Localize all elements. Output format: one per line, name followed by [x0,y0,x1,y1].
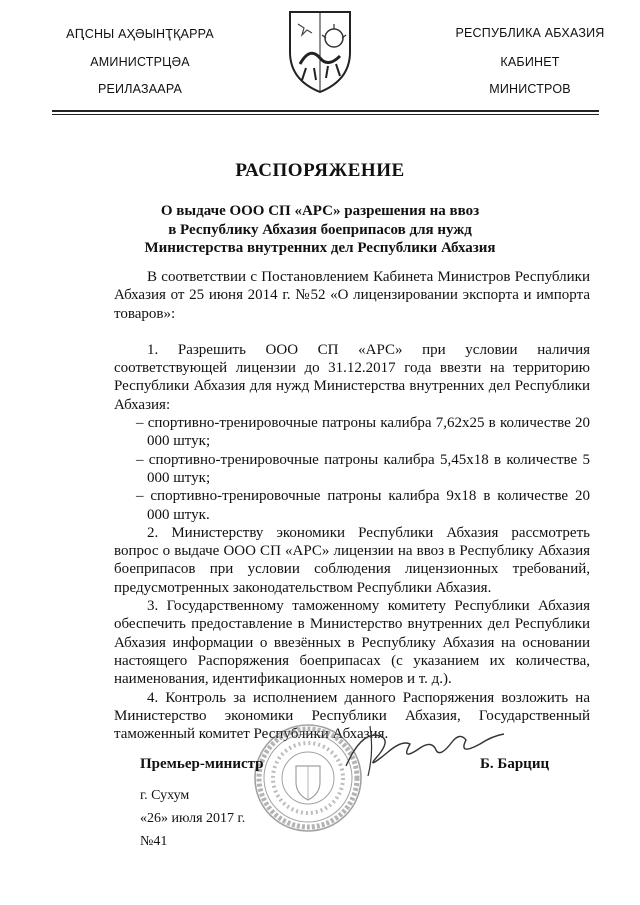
handwritten-signature-icon [340,722,510,782]
signatory-name: Б. Барциц [480,756,550,772]
item-3-paragraph: 3. Государственному таможенному комитету Республики Абхазия обеспечить предоставление в Министерство внутренних дел Республики Абхазия информации о ввезённых в Республику Абхазия на основании настоящего Распоряжения боеприпасах (с указанием их количества, наименования, идентификационных номеров и т. д.). [114,598,590,688]
header-left-line-3: РЕИЛАЗААРА [97,82,183,96]
signatory-role: Премьер-министр [140,756,264,772]
ammo-item: – спортивно-тренировочные патроны калибра 5,45x18 в количестве 5 000 штук; [136,451,590,486]
ammo-item: – спортивно-тренировочные патроны калибра 7,62x25 в количестве 20 000 штук; [136,415,590,450]
issue-city: г. Сухум [140,788,190,803]
header-divider-thin [52,114,599,115]
item-4-paragraph: 4. Контроль за исполнением данного Распоряжения возложить на Министерство экономики Республики Абхазия, Государственный таможенный комитет Республики Абхазия. [114,689,590,743]
ammo-item: – спортивно-тренировочные патроны калибра 9x18 в количестве 20 000 штук. [136,488,590,523]
coat-of-arms-icon [286,8,354,94]
header-divider [52,110,599,112]
preamble-paragraph: В соответствии с Постановлением Кабинета Министров Республики Абхазия от 25 июня 2014 г. №52 «О лицензировании экспорта и импорта товаров»: [114,269,590,322]
subject-line: в Республику Абхазия боеприпасов для нужд [168,221,472,238]
header-right-line-3: МИНИСТРОВ [489,82,571,96]
header-right-line-2: КАБИНЕТ [500,55,560,69]
subject-line: О выдаче ООО СП «АРС» разрешения на ввоз [160,203,480,219]
document-subject [100,202,540,258]
item-1-paragraph: 1. Разрешить ООО СП «АРС» при условии наличия соответствующей лицензии до 31.12.2017 года ввезти на территорию Республики Абхазия для нужд Министерства внутренних дел Республики Абхазия: [114,341,590,413]
header-left-line-2: АМИНИСТРЦӘА [90,55,190,69]
header-left-line-1: АԤСНЫ АҲӘЫНҬҚАРРА [66,27,214,41]
document-body [114,268,590,743]
document-title: РАСПОРЯЖЕНИЕ [235,160,405,181]
item-2-paragraph: 2. Министерству экономики Республики Абхазия рассмотреть вопрос о выдаче ООО СП «АРС» лицензии на ввоз в Республику Абхазия боеприпасов при условии соблюдения лицензионных требований, предусмотренных законодательством Республики Абхазия. [114,524,590,596]
issue-date: «26» июля 2017 г. [140,811,246,826]
subject-line: Министерства внутренних дел Республики Абхазия [144,240,496,256]
document-number: №41 [140,834,168,849]
header-right-line-1: РЕСПУБЛИКА АБХАЗИЯ [455,26,605,40]
